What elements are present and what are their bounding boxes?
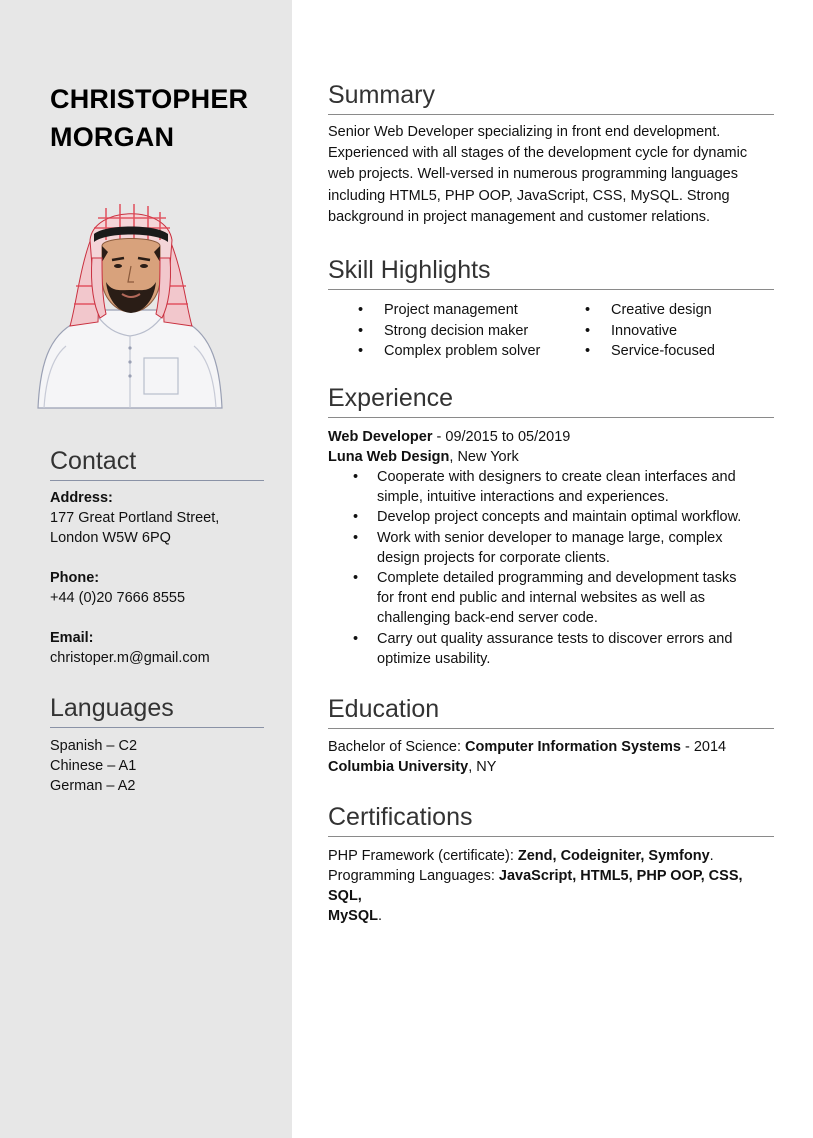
phone-label: Phone: [50,570,100,586]
phone-value: +44 (0)20 7666 8555 [50,590,186,606]
language-item: German – A2 [50,778,136,794]
company-name: Luna Web Design [328,449,450,465]
address-line-2: London W5W 6PQ [50,530,171,546]
company-location: , New York [449,449,519,465]
languages-heading: Languages [50,693,264,728]
cert-languages-cont: MySQL [328,908,378,924]
language-item: Spanish – C2 [50,738,138,754]
education-details [328,737,774,777]
name-first: CHRISTOPHER [50,84,249,114]
skills-heading: Skill Highlights [328,255,774,290]
bullet-line: • Develop project concepts and maintain optimal workflow. [377,509,742,526]
education-heading: Education [328,694,774,729]
cert-prefix: PHP Framework (certificate): [328,848,518,864]
avatar [36,196,224,410]
skill-item: • Complex problem solver [384,341,540,362]
contact-heading: Contact [50,446,264,481]
experience-heading: Experience [328,383,774,418]
experience-bullets [328,467,774,669]
bullet-line: • Work with senior developer to manage large, complex [377,529,723,546]
summary-line: including HTML5, PHP OOP, JavaScript, CSS, MySQL. Strong [328,187,730,204]
degree-name: Computer Information Systems [465,739,681,755]
skill-item: • Innovative [611,321,715,342]
job-dates: - 09/2015 to 05/2019 [432,429,571,445]
certifications-heading: Certifications [328,802,774,837]
cert-lang-prefix: Programming Languages: [328,868,499,884]
language-item: Chinese – A1 [50,758,137,774]
summary-text [328,122,774,228]
summary-line: Experienced with all stages of the development cycle for dynamic [328,145,748,162]
cert-languages: JavaScript, HTML5, PHP OOP, CSS, SQL, [328,868,743,904]
skill-item: • Service-focused [611,341,715,362]
school-name: Columbia University [328,759,469,775]
summary-line: web projects. Well-versed in numerous programming languages [328,166,738,183]
bullet-line: for front end public and internal websites as well as [377,590,706,607]
experience-bullet [328,467,774,507]
certifications-details [328,846,774,926]
experience-bullet [328,507,774,527]
cert-frameworks: Zend, Codeigniter, Symfony [517,848,710,864]
skill-item: • Creative design [611,300,715,321]
skill-item: • Project management [384,300,540,321]
skills-column-2 [611,300,715,362]
degree-year: - 2014 [680,739,727,755]
experience-bullet [328,568,774,629]
cert-suffix: . [377,908,382,924]
bullet-line: simple, intuitive interactions and experiences. [377,489,669,506]
job-header [328,427,774,467]
summary-line: Senior Web Developer specializing in front end development. [328,124,721,140]
bullet-line: • Carry out quality assurance tests to discover errors and [377,630,733,647]
summary-heading: Summary [328,80,774,115]
bullet-line: design projects for corporate clients. [377,549,610,566]
candidate-name [50,80,280,156]
skill-item: • Strong decision maker [384,321,540,342]
email-value: christoper.m@gmail.com [50,650,210,666]
summary-line: background in project management and customer relations. [328,208,711,225]
school-location: , NY [468,759,497,775]
bullet-line: • Complete detailed programming and development tasks [377,570,737,587]
skills-column-1 [384,300,540,362]
experience-bullet [328,528,774,568]
experience-bullet [328,629,774,669]
degree-prefix: Bachelor of Science: [328,739,466,755]
contact-details [50,488,280,668]
address-line-1: 177 Great Portland Street, [50,510,220,526]
name-last: MORGAN [50,122,175,152]
bullet-line: optimize usability. [377,650,491,667]
languages-list [50,736,280,796]
email-label: Email: [50,630,94,646]
address-label: Address: [50,490,113,506]
bullet-line: • Cooperate with designers to create clean interfaces and [377,469,736,485]
job-title: Web Developer [328,429,433,445]
bullet-line: challenging back-end server code. [377,610,598,627]
cert-suffix: . [709,848,714,864]
